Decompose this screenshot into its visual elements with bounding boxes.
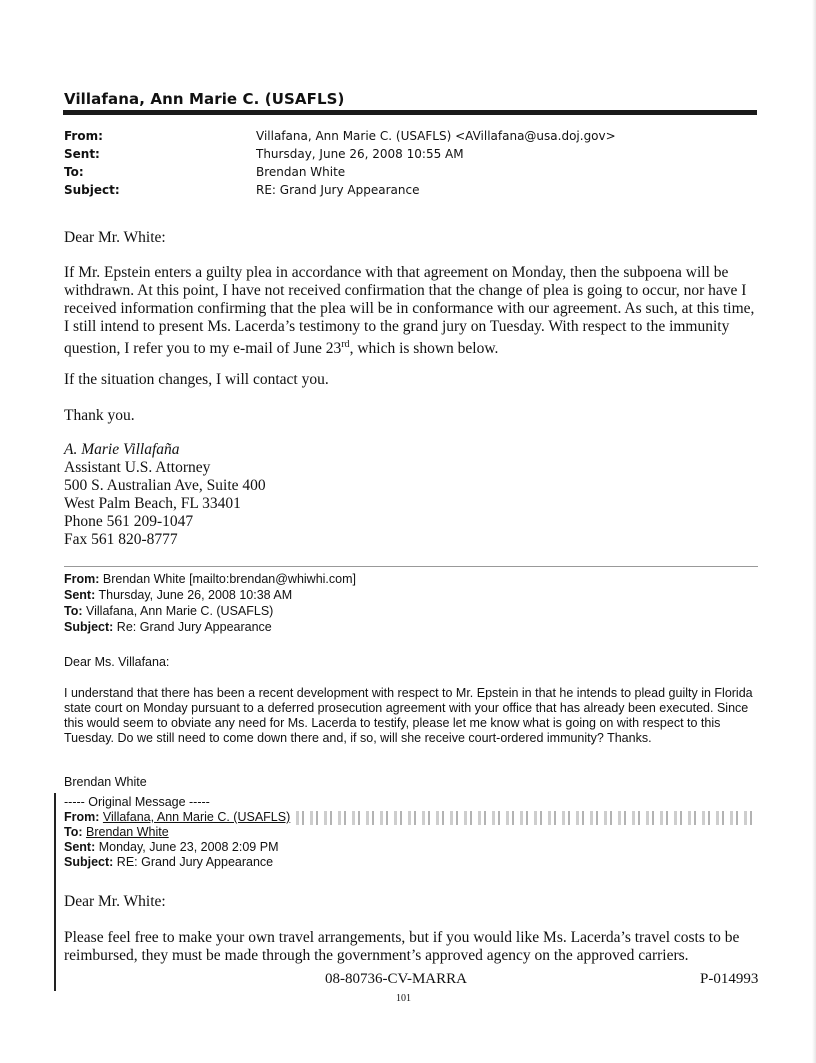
original-marker: ----- Original Message -----: [64, 795, 210, 809]
page-number: 101: [396, 993, 411, 1004]
title-rule: [63, 110, 757, 115]
reply-paragraph-text: If Mr. Epstein enters a guilty plea in accordance with that agreement on Monday, then the subpoena will be withdrawn. At this point, I have not received confirmation that the change of plea is going to occur, nor have I received information confirming that the plea will be in conformance with our agreement. As such, at this time, I still intend to present Ms. Lacerda’s testimony to the grand jury on Tuesday. With respect to the immunity question, I refer you to my e-mail of June 23: [64, 264, 755, 358]
header-sent-row: [64, 145, 764, 163]
message-separator: [64, 566, 758, 567]
redaction-mark: [296, 811, 756, 825]
forwarded-subject-label: Subject:: [64, 620, 114, 634]
bates-number: 08-80736-CV-MARRA: [325, 971, 467, 987]
forwarded-to-value: Villafana, Ann Marie C. (USAFLS): [86, 604, 274, 618]
forwarded-subject-row: [64, 619, 764, 635]
signature-address-line2: West Palm Beach, FL 33401: [64, 495, 241, 512]
reply-closing: Thank you.: [64, 407, 135, 424]
original-to-row: [64, 825, 764, 840]
forwarded-from-value: Brendan White [mailto:brendan@whiwhi.com]: [102, 572, 356, 586]
original-subject-row: [64, 855, 764, 870]
original-sent-label: Sent:: [64, 840, 96, 854]
header-value: Thursday, June 26, 2008 10:55 AM: [256, 147, 464, 161]
reply-paragraph-superscript: rd: [341, 339, 350, 350]
signature-title: Assistant U.S. Attorney: [64, 459, 211, 476]
signature-phone: Phone 561 209-1047: [64, 513, 194, 530]
forwarded-from-row: [64, 571, 764, 587]
forwarded-signoff: Brendan White: [64, 775, 147, 789]
signature-name: A. Marie Villafaña: [64, 441, 180, 458]
original-paragraph: Please feel free to make your own travel arrangements, but if you would like Ms. Lacerda’s travel costs to be reimbursed, they must be made through the government’s approved agency on the approved carriers.: [64, 929, 740, 964]
signature-fax: Fax 561 820-8777: [64, 531, 178, 548]
forwarded-greeting: Dear Ms. Villafana:: [64, 655, 170, 669]
reply-situation-line: If the situation changes, I will contact you.: [64, 371, 329, 388]
forwarded-header: [64, 571, 764, 635]
original-greeting: Dear Mr. White:: [64, 893, 166, 910]
header-label: From:: [64, 129, 103, 143]
scan-edge: [812, 0, 816, 1063]
original-from-row: [64, 810, 764, 825]
header-value: RE: Grand Jury Appearance: [256, 183, 420, 197]
header-value: Brendan White: [256, 165, 346, 179]
original-to-link[interactable]: Brendan White: [86, 825, 169, 839]
signature-block: [64, 441, 764, 549]
original-message-header: [64, 795, 764, 870]
forwarded-sent-row: [64, 587, 764, 603]
exhibit-number: P-014993: [700, 971, 759, 987]
original-sent-row: [64, 840, 764, 855]
quote-bar: [54, 793, 56, 991]
original-subject-value: RE: Grand Jury Appearance: [116, 855, 274, 869]
signature-address-line1: 500 S. Australian Ave, Suite 400: [64, 477, 266, 494]
original-subject-label: Subject:: [64, 855, 114, 869]
header-label: Sent:: [64, 147, 100, 161]
original-sent-value: Monday, June 23, 2008 2:09 PM: [98, 840, 279, 854]
header-value: Villafana, Ann Marie C. (USAFLS) <AVillafana@usa.doj.gov>: [256, 129, 616, 143]
header-from-row: [64, 127, 764, 145]
header-to-row: [64, 163, 764, 181]
forwarded-sent-label: Sent:: [64, 588, 96, 602]
forwarded-sent-value: Thursday, June 26, 2008 10:38 AM: [98, 588, 293, 602]
forwarded-paragraph: I understand that there has been a recent development with respect to Mr. Epstein in that he intends to plead guilty in Florida state court on Monday pursuant to a deferred prosecution agreement with your office that has already been executed. Since this would seem to obviate any need for Ms. Lacerda to testify, please let me know what is going on with respect to this Tuesday. Do we still need to come down there and, if so, will she receive court-ordered immunity? Thanks.: [64, 686, 753, 745]
header-label: To:: [64, 165, 84, 179]
original-from-label: From:: [64, 810, 100, 824]
original-from-link[interactable]: Villafana, Ann Marie C. (USAFLS): [102, 810, 291, 824]
email-header: [64, 127, 764, 199]
reply-paragraph-tail: , which is shown below.: [349, 340, 499, 358]
reply-paragraph: [64, 264, 760, 358]
forwarded-to-row: [64, 603, 764, 619]
header-label: Subject:: [64, 183, 120, 197]
reply-greeting: Dear Mr. White:: [64, 229, 166, 246]
header-subject-row: [64, 181, 764, 199]
sender-title: Villafana, Ann Marie C. (USAFLS): [64, 90, 345, 108]
forwarded-from-label: From:: [64, 572, 100, 586]
forwarded-subject-value: Re: Grand Jury Appearance: [116, 620, 272, 634]
original-to-label: To:: [64, 825, 83, 839]
forwarded-to-label: To:: [64, 604, 83, 618]
